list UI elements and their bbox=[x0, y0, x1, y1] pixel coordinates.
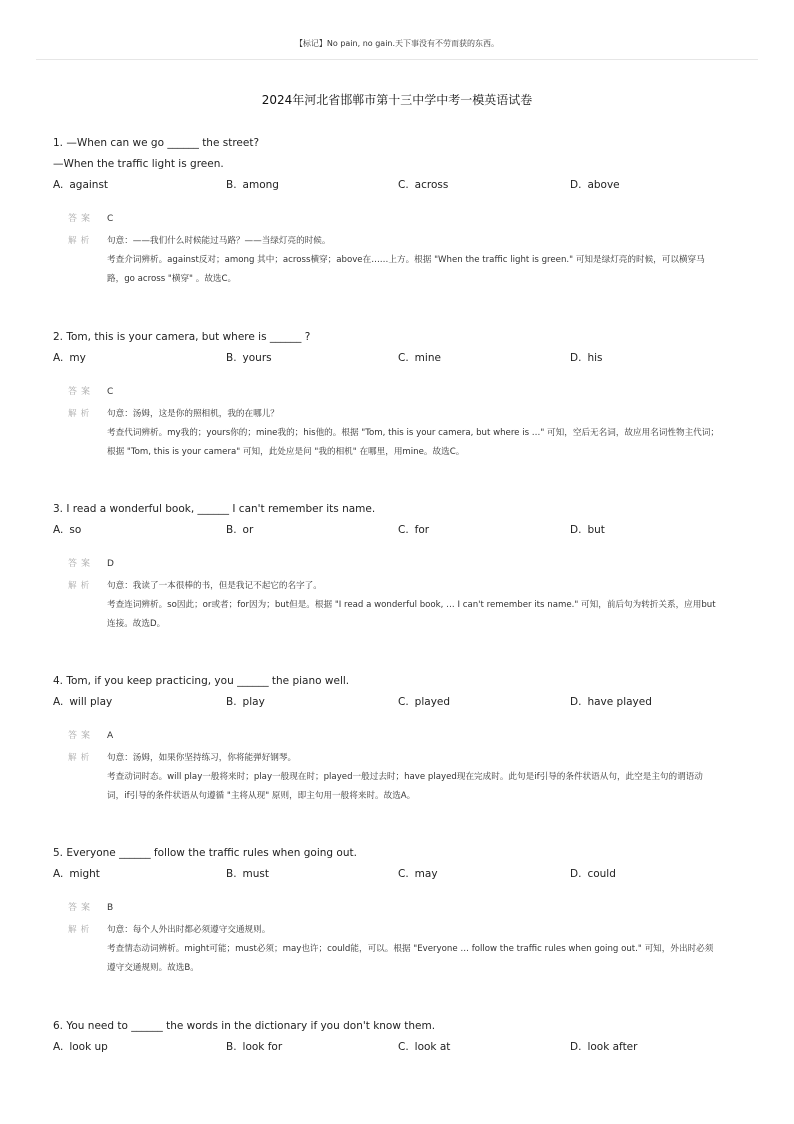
question-stem: 1. —When can we go ______ the street? bbox=[53, 137, 260, 149]
explanation bbox=[53, 577, 743, 634]
answer-value: B bbox=[107, 903, 114, 913]
analysis-label: 解析 bbox=[68, 236, 94, 246]
analysis-label: 解析 bbox=[68, 409, 94, 419]
explanation bbox=[53, 921, 743, 978]
option-d: D. have played bbox=[570, 696, 652, 708]
option-d: D. his bbox=[570, 352, 603, 364]
question-4 bbox=[53, 671, 743, 806]
header-divider bbox=[36, 59, 758, 60]
analysis-label: 解析 bbox=[68, 753, 94, 763]
answer-row bbox=[53, 555, 743, 573]
question-6 bbox=[53, 1016, 743, 1058]
answer-row bbox=[53, 210, 743, 228]
question-stem: 5. Everyone ______ follow the traffic rules when going out. bbox=[53, 847, 357, 859]
answer-value: C bbox=[107, 214, 114, 224]
answer-label: 答案 bbox=[68, 731, 95, 741]
explanation-line: 句意：汤姆，这是你的照相机，我的在哪儿？ bbox=[107, 409, 279, 419]
option-a: A. my bbox=[53, 352, 86, 364]
answer-label: 答案 bbox=[68, 387, 95, 397]
answer-row bbox=[53, 899, 743, 917]
option-a: A. look up bbox=[53, 1041, 108, 1053]
explanation-line: 句意：每个人外出时都必须遵守交通规则。 bbox=[107, 925, 271, 935]
option-d: D. above bbox=[570, 179, 620, 191]
question-stem: —When the traffic light is green. bbox=[53, 158, 224, 170]
explanation-line: 考查动词时态。will play一般将来时；play一般现在时；played一般过去时；have played现在完成时。此句是if引导的条件状语从句，此空是主句的谓语动词，if引导的条件状语从句遵循 "主将从现" 原则，即主句用一般将来时。故选A。 bbox=[107, 772, 703, 801]
page-title: 2024年河北省邯郸市第十三中学中考一模英语试卷 bbox=[261, 93, 533, 107]
question-options bbox=[53, 520, 743, 541]
option-c: C. for bbox=[398, 524, 430, 536]
answer-value: D bbox=[107, 559, 114, 569]
explanation-line: 句意：汤姆，如果你坚持练习，你将能弹好钢琴。 bbox=[107, 753, 297, 763]
question-stem: 4. Tom, if you keep practicing, you ______ the piano well. bbox=[53, 675, 350, 687]
option-d: D. but bbox=[570, 524, 605, 536]
answer-row bbox=[53, 727, 743, 745]
answer-label: 答案 bbox=[68, 903, 95, 913]
option-b: B. or bbox=[226, 524, 254, 536]
option-a: A. against bbox=[53, 179, 109, 191]
question-stem: 3. I read a wonderful book, ______ I can't remember its name. bbox=[53, 503, 376, 515]
question-3 bbox=[53, 499, 743, 634]
question-options bbox=[53, 692, 743, 713]
option-b: B. yours bbox=[226, 352, 272, 364]
explanation-line: 考查代词辨析。my我的；yours你的；mine我的；his他的。根据 "Tom, this is your camera, but where is …" 可知，空后无名词，故应用名词性物主代词；根据 "Tom, this is your camera" 可知，此处应是问 "我的相机" 在哪里，用mine。故选C。 bbox=[107, 428, 719, 457]
question-stem: 6. You need to ______ the words in the dictionary if you don't know them. bbox=[53, 1020, 436, 1032]
question-5 bbox=[53, 843, 743, 978]
question-options bbox=[53, 348, 743, 369]
explanation-line: 句意：我读了一本很棒的书，但是我记不起它的名字了。 bbox=[107, 581, 322, 591]
option-d: D. could bbox=[570, 868, 616, 880]
question-options bbox=[53, 175, 743, 196]
option-b: B. among bbox=[226, 179, 279, 191]
option-b: B. play bbox=[226, 696, 265, 708]
option-c: C. look at bbox=[398, 1041, 451, 1053]
question-stem: 2. Tom, this is your camera, but where is ______ ? bbox=[53, 331, 311, 343]
question-options bbox=[53, 1037, 743, 1058]
option-c: C. mine bbox=[398, 352, 441, 364]
answer-row bbox=[53, 383, 743, 401]
option-a: A. will play bbox=[53, 696, 113, 708]
option-b: B. look for bbox=[226, 1041, 283, 1053]
explanation-line: 句意：——我们什么时候能过马路？——当绿灯亮的时候。 bbox=[107, 236, 331, 246]
question-2 bbox=[53, 327, 743, 462]
answer-value: A bbox=[107, 731, 114, 741]
option-b: B. must bbox=[226, 868, 270, 880]
option-a: A. might bbox=[53, 868, 100, 880]
explanation bbox=[53, 232, 743, 289]
option-c: C. may bbox=[398, 868, 438, 880]
explanation-line: 考查连词辨析。so因此；or或者；for因为；but但是。根据 "I read a wonderful book, … I can't remember its name." 可知，前后句为转折关系，应用but连接。故选D。 bbox=[107, 600, 716, 629]
header-motto: 【标记】No pain, no gain.天下事没有不劳而获的东西。 bbox=[294, 39, 500, 48]
answer-value: C bbox=[107, 387, 114, 397]
option-d: D. look after bbox=[570, 1041, 638, 1053]
answer-label: 答案 bbox=[68, 214, 95, 224]
analysis-label: 解析 bbox=[68, 581, 94, 591]
answer-label: 答案 bbox=[68, 559, 95, 569]
explanation-line: 考查情态动词辨析。might可能；must必须；may也许；could能，可以。根据 "Everyone … follow the traffic rules when going out." 可知，外出时必须遵守交通规则。故选B。 bbox=[107, 944, 714, 973]
question-options bbox=[53, 864, 743, 885]
option-a: A. so bbox=[53, 524, 82, 536]
explanation bbox=[53, 405, 743, 462]
option-c: C. played bbox=[398, 696, 451, 708]
option-c: C. across bbox=[398, 179, 449, 191]
explanation bbox=[53, 749, 743, 806]
question-1 bbox=[53, 133, 743, 289]
explanation-line: 考查介词辨析。against反对；among 其中；across横穿；above在……上方。根据 "When the traffic light is green." 可知是绿灯亮的时候，可以横穿马路，go across "横穿" 。故选C。 bbox=[107, 255, 705, 284]
analysis-label: 解析 bbox=[68, 925, 94, 935]
